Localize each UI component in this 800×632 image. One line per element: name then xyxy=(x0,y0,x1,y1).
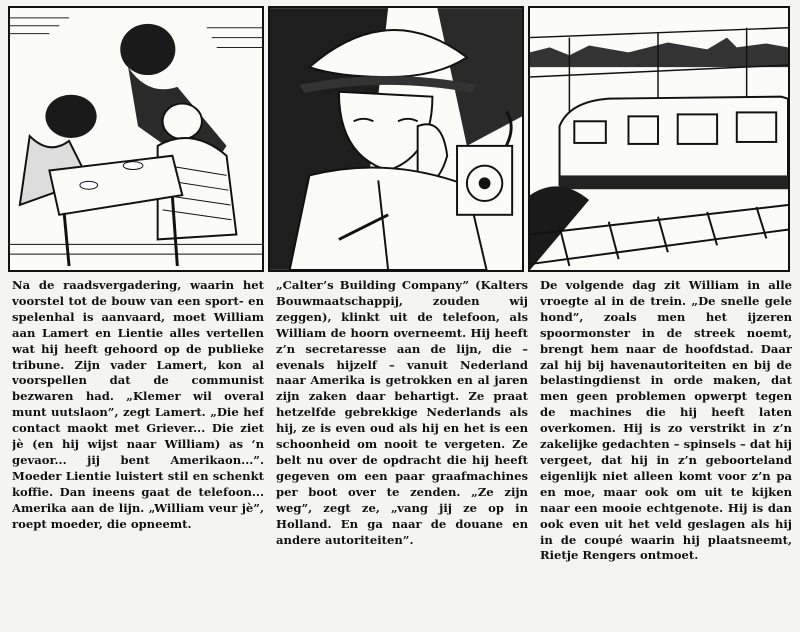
comic-panel-telephone xyxy=(268,6,524,272)
text-column-2 xyxy=(276,278,528,628)
paragraph-2: „Calter’s Building Company” (Kalters Bouwmaatschappij, zouden wij zeggen), klinkt uit de telefoon, als William de hoorn overneemt. Hij heeft z’n secretaresse aan de lijn, die – evenals hijzelf – vanuit Nederland naar Amerika is getrokken en al jaren zijn zaken daar behartigt. Ze praat hetzelfde gebrekkige Nederlands als hij, ze is even oud als hij en het is een schoonheid om nooit te vergeten. Ze belt nu over de opdracht die hij heeft gegeven om een paar graafmachines per boot over te zenden. „Ze zijn weg”, zegt ze, „vang jij ze op in Holland. En ga naar de douane en andere autoriteiten”. xyxy=(276,278,528,547)
paragraph-1: Na de raadsvergadering, waarin het voorstel tot de bouw van een sport- en spelenhal is aanvaard, moet William aan Lamert en Lientie alles vertellen wat hij heeft gehoord op de publieke tribune. Zijn vader Lamert, kon al voorspellen dat de communist bezwaren had. „Klemer wil overal munt uutslaon”, zegt Lamert. „Die hef contact maokt met Griever... Die ziet jè (en hij wijst naar William) as ‘n gevaor... jij bent Amerikaon...”. Moeder Lientie luistert stil en schenkt koffie. Dan ineens gaat de telefoon... Amerika aan de lijn. „William veur jè”, roept moeder, die opneemt. xyxy=(12,278,264,531)
comic-panel-family-table xyxy=(8,6,264,272)
text-column-1 xyxy=(12,278,264,628)
paragraph-3: De volgende dag zit William in alle vroegte al in de trein. „De snelle gele hond”, zoals men het ijzeren spoormonster in de streek noemt, brengt hem naar de hoofdstad. Daar zal hij bij havenautoriteiten en bij de belastingdienst in orde maken, dat men geen problemen opwerpt tegen de machines die hij heeft laten overkomen. Hij is zo verstrikt in z’n zakelijke gedachten – spinsels – dat hij vergeet, dat hij in z’n geboorteland eigenlijk niet alleen komt voor z’n pa en moe, maar ook om uit te kijken naar een mooie echtgenote. Hij is dan ook even uit het veld geslagen als hij in de coupé waarin hij plaatsneemt, Rietje Rengers ontmoet. xyxy=(540,278,792,563)
telephone-illustration xyxy=(270,8,522,270)
train-illustration xyxy=(530,8,788,270)
family-table-illustration xyxy=(10,8,262,270)
comic-panel-train xyxy=(528,6,790,272)
text-column-3 xyxy=(540,278,792,628)
